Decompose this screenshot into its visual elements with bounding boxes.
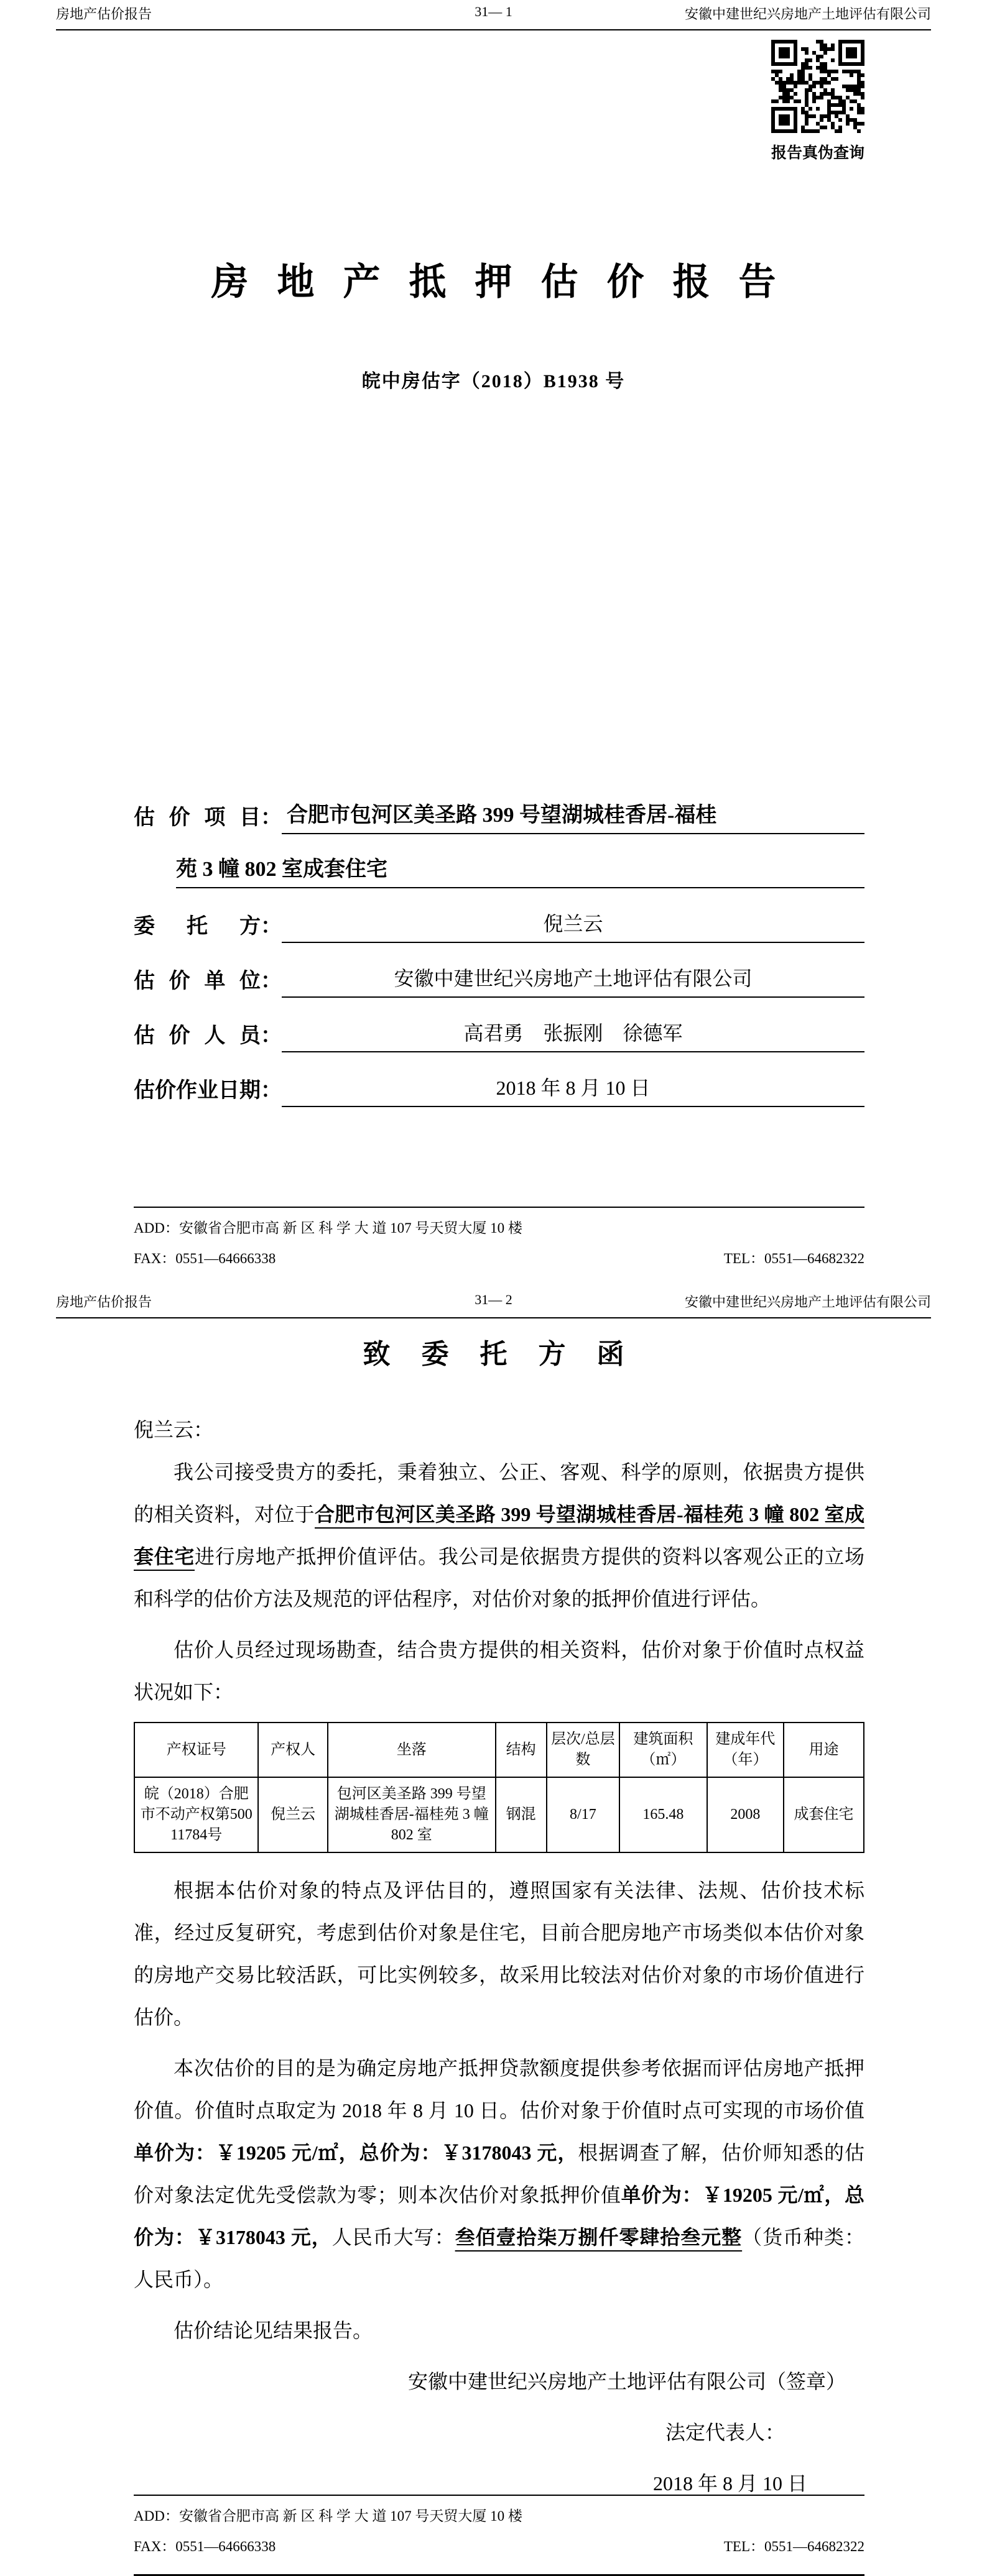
para1-seg3: 进行房地产抵押价值评估。我公司是依据贵方提供的资料以客观公正的立场和科学的估价方法及规范的评估程序，对估价对象的抵押价值进行评估。 bbox=[134, 1545, 864, 1610]
field-staff-head bbox=[134, 1018, 282, 1052]
para4-amount-in-words: 叁佰壹拾柒万捌仟零肆拾叁元整 bbox=[455, 2226, 743, 2248]
td-floor: 8/17 bbox=[547, 1777, 619, 1852]
signature-date: 2018 年 8 月 10 日 bbox=[652, 2472, 807, 2495]
field-agency-colon: ： bbox=[261, 970, 282, 993]
page-header bbox=[56, 4, 931, 30]
field-client-value: 倪兰云 bbox=[282, 908, 864, 943]
footer-tel: TEL：0551—64682322 bbox=[723, 2539, 864, 2554]
letter-title: 致委托方函 bbox=[363, 1339, 656, 1369]
para4-mortgage-value: 单价为：￥19205 元/㎡，总价为：￥3178043 元， bbox=[134, 2184, 864, 2248]
td-certificate-number: 皖（2018）合肥市不动产权第50011784号 bbox=[134, 1777, 258, 1852]
property-rights-table bbox=[134, 1722, 864, 1853]
field-staff-label: 估价人员 bbox=[134, 1024, 261, 1047]
field-staff bbox=[134, 1018, 864, 1052]
th-location: 坐落 bbox=[328, 1723, 496, 1777]
closing-line: 估价结论见结果报告。 bbox=[174, 2319, 373, 2342]
field-client-label: 委托方 bbox=[134, 915, 261, 938]
report-number: 皖中房估字（2018）B1938 号 bbox=[361, 371, 626, 392]
letter-body bbox=[134, 1409, 864, 2513]
td-year-built: 2008 bbox=[707, 1777, 784, 1852]
para4-seg1: 本次估价的目的是为确定房地产抵押贷款额度提供参考依据而评估房地产抵押价值。价值时点取定为 2018 年 8 月 10 日。估价对象于价值时点可实现的市场价值 bbox=[134, 2057, 864, 2122]
field-work-date-label: 估价作业日期 bbox=[134, 1079, 261, 1102]
page-header bbox=[56, 1292, 931, 1318]
table-data-row bbox=[134, 1777, 864, 1852]
page-footer bbox=[134, 1207, 864, 1267]
footer-address: ADD：安徽省合肥市高 新 区 科 学 大 道 107 号天贸大厦 10 楼 bbox=[134, 1220, 522, 1236]
footer-fax: FAX：0551—64666338 bbox=[134, 2539, 276, 2554]
field-agency-value: 安徽中建世纪兴房地产土地评估有限公司 bbox=[282, 963, 864, 998]
footer-tel: TEL：0551—64682322 bbox=[723, 1251, 864, 1266]
para4-seg7: （货币种类：人民币）。 bbox=[134, 2226, 864, 2291]
field-agency bbox=[134, 963, 864, 998]
field-project-label: 估价项目 bbox=[134, 806, 261, 829]
page-footer bbox=[134, 2495, 864, 2555]
td-structure: 钢混 bbox=[496, 1777, 547, 1852]
para4-seg3: 根据调查了解，估价师知悉的估价对象法定优先受偿款为零；则本次估价对象抵押价值 bbox=[134, 2141, 864, 2206]
table-header-row bbox=[134, 1723, 864, 1777]
legal-representative-line: 法定代表人： bbox=[665, 2421, 785, 2444]
header-company: 安徽中建世纪兴房地产土地评估有限公司 bbox=[684, 1294, 931, 1310]
th-floor-area: 建筑面积（㎡） bbox=[619, 1723, 707, 1777]
footer-contact-row bbox=[134, 2535, 864, 2555]
field-work-date-head bbox=[134, 1073, 282, 1107]
footer-fax: FAX：0551—64666338 bbox=[134, 1251, 276, 1266]
th-floor: 层次/总层数 bbox=[547, 1723, 619, 1777]
field-agency-label: 估价单位 bbox=[134, 970, 261, 993]
field-staff-colon: ： bbox=[261, 1024, 282, 1047]
letter-paragraph-3: 根据本估价对象的特点及评估目的，遵照国家有关法律、法规、估价技术标准，经过反复研究，考虑到估价对象是住宅，目前合肥房地产市场类似本估价对象的房地产交易比较活跃，可比实例较多，故采用比较法对估价对象的市场价值进行估价。 bbox=[134, 1879, 864, 2028]
field-staff-value: 高君勇 张振刚 徐德军 bbox=[282, 1018, 864, 1052]
field-work-date-value: 2018 年 8 月 10 日 bbox=[282, 1072, 864, 1107]
field-work-date bbox=[134, 1072, 864, 1107]
field-project-value-line2: 苑 3 幢 802 室成套住宅 bbox=[176, 852, 864, 888]
header-doc-type: 房地产估价报告 bbox=[56, 6, 152, 22]
para4-seg5: 人民币大写： bbox=[331, 2226, 455, 2248]
header-page-number: 31— 2 bbox=[475, 1292, 512, 1307]
qr-caption: 报告真伪查询 bbox=[771, 145, 865, 162]
salutation: 倪兰云： bbox=[134, 1419, 214, 1441]
field-project-colon: ： bbox=[261, 806, 282, 829]
letter-paragraph-2: 估价人员经过现场勘查，结合贵方提供的相关资料，估价对象于价值时点权益状况如下： bbox=[134, 1639, 864, 1703]
header-company: 安徽中建世纪兴房地产土地评估有限公司 bbox=[684, 6, 931, 22]
field-project-value-line1: 合肥市包河区美圣路 399 号望湖城桂香居-福桂 bbox=[282, 798, 864, 834]
td-floor-area: 165.48 bbox=[619, 1777, 707, 1852]
signature-company: 安徽中建世纪兴房地产土地评估有限公司（签章） bbox=[407, 2370, 846, 2393]
footer-contact-row bbox=[134, 1247, 864, 1267]
field-project-row2 bbox=[134, 852, 864, 888]
field-project-head bbox=[134, 800, 282, 834]
field-client-colon: ： bbox=[261, 915, 282, 938]
footer-address: ADD：安徽省合肥市高 新 区 科 学 大 道 107 号天贸大厦 10 楼 bbox=[134, 2508, 522, 2524]
cover-fields bbox=[134, 798, 864, 1127]
field-client bbox=[134, 908, 864, 943]
th-structure: 结构 bbox=[496, 1723, 547, 1777]
header-doc-type: 房地产估价报告 bbox=[56, 1294, 152, 1310]
field-project bbox=[134, 798, 864, 834]
para1-property-description: 合肥市包河区美圣路 399 号望湖城桂香居-福桂苑 3 幢 802 室成套住宅 bbox=[134, 1503, 864, 1568]
letter-paragraph-4 bbox=[134, 2047, 864, 2301]
field-work-date-colon: ： bbox=[261, 1079, 282, 1102]
th-certificate-number: 产权证号 bbox=[134, 1723, 258, 1777]
th-use: 用途 bbox=[784, 1723, 864, 1777]
qr-verification-block bbox=[771, 40, 864, 163]
report-title: 房地产抵押估价报告 bbox=[211, 262, 805, 303]
letter-paragraph-1 bbox=[134, 1451, 864, 1620]
th-year-built: 建成年代（年） bbox=[707, 1723, 784, 1777]
th-owner: 产权人 bbox=[258, 1723, 327, 1777]
page-2-letter bbox=[0, 1288, 987, 2576]
header-page-number: 31— 1 bbox=[475, 4, 512, 19]
td-location: 包河区美圣路 399 号望湖城桂香居-福桂苑 3 幢 802 室 bbox=[328, 1777, 496, 1852]
field-client-head bbox=[134, 909, 282, 943]
para1-seg1: 我公司接受贵方的委托，秉着独立、公正、客观、科学的原则，依据贵方提供的相关资料，对位于 bbox=[134, 1461, 864, 1525]
qr-code bbox=[771, 40, 864, 133]
td-use: 成套住宅 bbox=[784, 1777, 864, 1852]
para4-market-value: 单价为：￥19205 元/㎡，总价为：￥3178043 元， bbox=[134, 2141, 578, 2164]
td-owner: 倪兰云 bbox=[258, 1777, 327, 1852]
field-agency-head bbox=[134, 964, 282, 998]
